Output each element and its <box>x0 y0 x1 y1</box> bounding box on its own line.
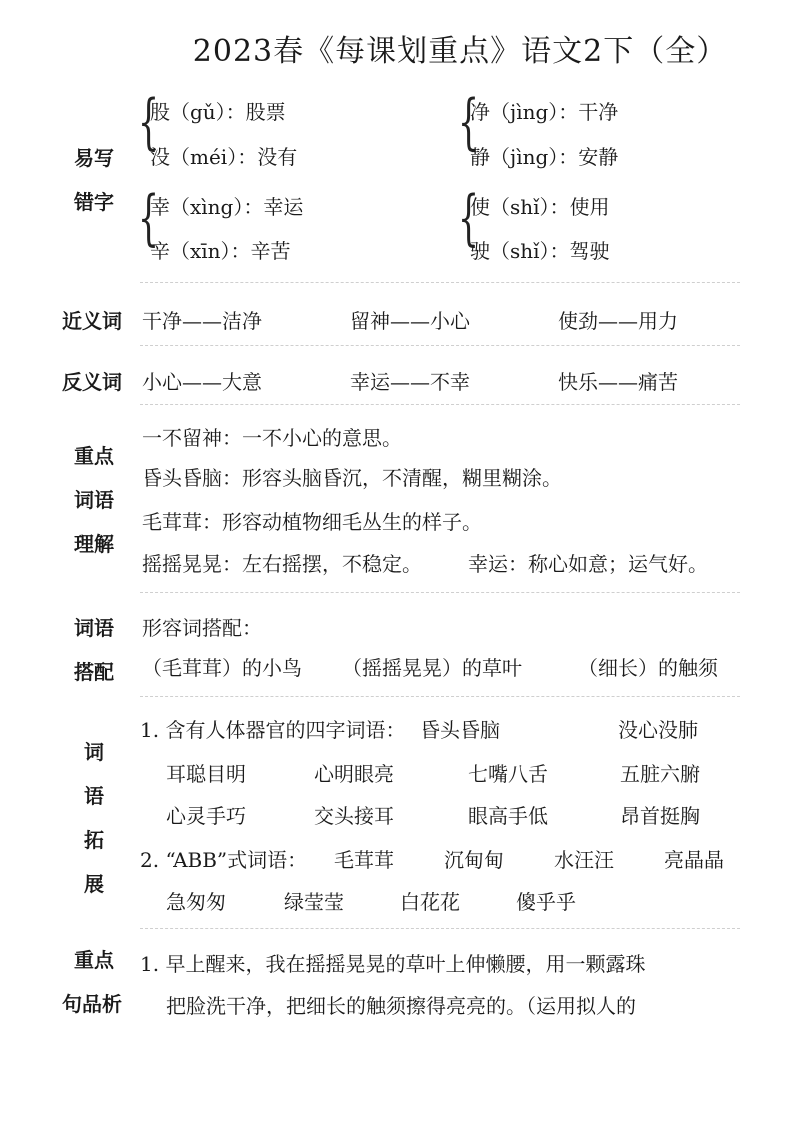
word-entry: 净（jìng）：干净 <box>470 100 619 124</box>
section-label-lijie-1: 重点 <box>74 444 114 468</box>
expansion-word: 绿莹莹 <box>284 890 344 914</box>
divider <box>140 404 740 405</box>
expansion-word: 白花花 <box>400 890 460 914</box>
section-label-lijie-3: 理解 <box>74 532 114 556</box>
definition-line: 昏头昏脑：形容头脑昏沉，不清醒，糊里糊涂。 <box>142 466 562 490</box>
section-label-yixie-1: 易写 <box>74 146 114 170</box>
expansion-word: 眼高手低 <box>468 804 548 828</box>
antonym-pair: 小心——大意 <box>142 370 262 394</box>
expansion-word: 五脏六腑 <box>620 762 700 786</box>
expansion-word: 毛茸茸 <box>334 848 394 872</box>
synonym-pair: 使劲——用力 <box>558 309 678 333</box>
definition-line: 幸运：称心如意；运气好。 <box>468 552 708 576</box>
divider <box>140 345 740 346</box>
expansion-word: 七嘴八舌 <box>468 762 548 786</box>
expansion-word: 傻乎乎 <box>516 890 576 914</box>
section-label-pinxi-1: 重点 <box>74 948 114 972</box>
page-title: 2023春《每课划重点》语文2下（全） <box>192 34 728 69</box>
section-label-tuozhan-3: 拓 <box>84 828 104 852</box>
section-label-tuozhan-2: 语 <box>84 784 104 808</box>
expansion-word: 心明眼亮 <box>314 762 394 786</box>
antonym-pair: 快乐——痛苦 <box>558 370 678 394</box>
expansion-heading-1: 1. 含有人体器官的四字词语： <box>140 718 406 742</box>
section-label-lijie-2: 词语 <box>74 488 114 512</box>
expansion-word: 没心没肺 <box>618 718 698 742</box>
expansion-heading-2: 2. “ABB”式词语： <box>140 848 308 872</box>
section-label-fanyi: 反义词 <box>62 370 122 394</box>
definition-line: 毛茸茸：形容动植物细毛丛生的样子。 <box>142 510 482 534</box>
synonym-pair: 干净——洁净 <box>142 309 262 333</box>
collocation-heading: 形容词搭配： <box>142 616 262 640</box>
expansion-word: 沉甸甸 <box>444 848 504 872</box>
divider <box>140 928 740 929</box>
expansion-word: 昂首挺胸 <box>620 804 700 828</box>
collocation-item: （毛茸茸）的小鸟 <box>142 656 302 680</box>
section-label-pinxi-2: 句品析 <box>62 992 122 1016</box>
section-label-dapei-2: 搭配 <box>74 660 114 684</box>
word-entry: 辛（xīn）：辛苦 <box>150 239 291 263</box>
section-label-dapei-1: 词语 <box>74 616 114 640</box>
word-entry: 幸（xìng）：幸运 <box>150 195 304 219</box>
brace-icon: { <box>458 87 480 157</box>
definition-line: 摇摇晃晃：左右摇摆，不稳定。 <box>142 552 422 576</box>
divider <box>140 282 740 283</box>
sentence-analysis-line: 把脸洗干净，把细长的触须擦得亮亮的。（运用拟人的 <box>166 994 636 1018</box>
expansion-word: 交头接耳 <box>314 804 394 828</box>
divider <box>140 592 740 593</box>
word-entry: 静（jìng）：安静 <box>470 145 619 169</box>
antonym-pair: 幸运——不幸 <box>350 370 470 394</box>
brace-icon: { <box>458 183 480 253</box>
section-label-jinyi: 近义词 <box>62 309 122 333</box>
brace-icon: { <box>138 87 160 157</box>
expansion-word: 昏头昏脑 <box>420 718 500 742</box>
expansion-word: 耳聪目明 <box>166 762 246 786</box>
divider <box>140 696 740 697</box>
expansion-word: 亮晶晶 <box>664 848 724 872</box>
section-label-tuozhan-1: 词 <box>84 740 104 764</box>
sentence-analysis-line: 1. 早上醒来，我在摇摇晃晃的草叶上伸懒腰，用一颗露珠 <box>140 952 646 976</box>
synonym-pair: 留神——小心 <box>350 309 470 333</box>
collocation-item: （摇摇晃晃）的草叶 <box>342 656 522 680</box>
collocation-item: （细长）的触须 <box>578 656 718 680</box>
expansion-word: 心灵手巧 <box>166 804 246 828</box>
brace-icon: { <box>138 183 160 253</box>
word-entry: 没（méi）：没有 <box>150 145 298 169</box>
expansion-word: 急匆匆 <box>166 890 226 914</box>
word-entry: 股（gǔ）：股票 <box>150 100 286 124</box>
definition-line: 一不留神：一不小心的意思。 <box>142 426 402 450</box>
word-entry: 使（shǐ）：使用 <box>470 195 610 219</box>
section-label-yixie-2: 错字 <box>74 190 114 214</box>
section-label-tuozhan-4: 展 <box>84 872 104 896</box>
word-entry: 驶（shǐ）：驾驶 <box>470 239 610 263</box>
expansion-word: 水汪汪 <box>554 848 614 872</box>
